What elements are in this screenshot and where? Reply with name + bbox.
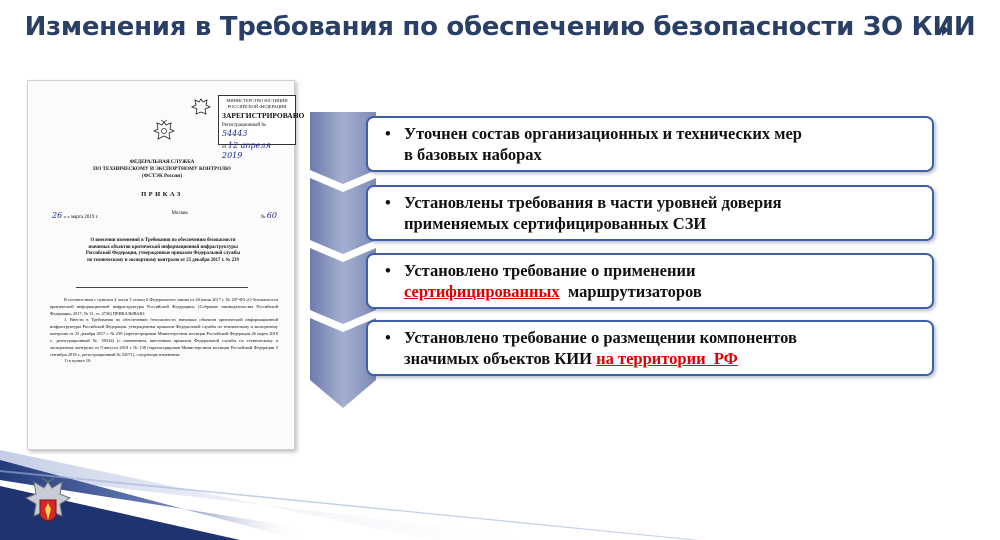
stamp-emblem-icon (190, 97, 212, 119)
order-document (27, 80, 305, 450)
body-paragraph: 1) в пункте 10: (64, 358, 92, 364)
highlight-text: сертифицированных (404, 282, 560, 301)
item-text: применяемых сертифицированных СЗИ (404, 214, 707, 233)
agency-name (28, 159, 296, 180)
bullet-marker: • (385, 328, 391, 347)
fstec-logo-icon (20, 476, 76, 536)
date-row (52, 211, 277, 220)
emblem-icon (152, 119, 176, 145)
body-paragraph: В соответствии с пунктом 4 части 3 статьи 6 Федерального закона от 26 июля 2017 г. № 187-ФЗ «О безопасности критической информационной инфраструктуры Российской Федерации» (Собрание законодательства Российской Федерации, 2017, № 31, ст. 4736) ПРИКАЗЫВАЮ: (50, 297, 278, 316)
requirement-item (366, 253, 934, 309)
item-line (404, 281, 922, 302)
stamp-number-row (222, 123, 292, 140)
item-line (404, 213, 922, 234)
title-accent-triangle (942, 24, 949, 36)
order-number-value: 60 (266, 211, 277, 220)
prikaz-heading: ПРИКАЗ (141, 191, 183, 198)
stamp-reg-label: Регистрационный № (222, 122, 267, 128)
requirement-item (366, 320, 934, 376)
item-text: в базовых наборах (404, 145, 542, 164)
stamp-registered: ЗАРЕГИСТРИРОВАНО (222, 111, 305, 121)
decorative-stripes (0, 440, 960, 540)
order-number-prefix: № (260, 215, 266, 220)
item-line (404, 144, 922, 165)
agency-line: ПО ТЕХНИЧЕСКОМУ И ЭКСПОРТНОМУ КОНТРОЛЮ (93, 166, 231, 173)
order-date (52, 211, 98, 220)
item-line (404, 348, 922, 369)
order-city: Москва (171, 211, 188, 216)
item-line: Уточнен состав организационных и технических мер (404, 124, 802, 143)
bullet-marker: • (385, 124, 391, 143)
requirement-item (366, 116, 934, 172)
subject-line: О внесении изменений в Требования по обеспечению безопасности (90, 238, 236, 243)
subject-line: Российской Федерации, утвержденные приказом Федеральной службы (85, 251, 241, 257)
agency-line: ФЕДЕРАЛЬНАЯ СЛУЖБА (129, 159, 195, 165)
stamp-reg-number: 54443 (222, 128, 248, 138)
requirement-item (366, 185, 934, 241)
order-number (261, 211, 277, 220)
subject-line: значимых объектов критической информационной инфраструктуры (88, 244, 238, 250)
stamp-date-value: 12 апреля 2019 (222, 141, 271, 161)
document-divider (76, 287, 248, 288)
order-day: 26 (52, 211, 63, 220)
slide-title: Изменения в Требования по обеспечению безопасности ЗО КИИ (24, 12, 976, 42)
bullet-marker: • (385, 193, 391, 212)
order-date-text: « » марта 2019 г. (63, 215, 99, 220)
order-subject (50, 238, 276, 265)
registration-stamp (218, 95, 305, 161)
item-text: значимых объектов КИИ (404, 349, 597, 368)
stamp-date-prefix: от (222, 145, 227, 151)
item-line: Установлено требование о размещении компонентов (404, 328, 797, 347)
agency-line: (ФСТЭК России) (142, 173, 182, 180)
order-body (50, 297, 278, 365)
stamp-header: МИНИСТЕРСТВО ЮСТИЦИИ РОССИЙСКОЙ ФЕДЕРАЦИИ (226, 98, 288, 109)
bullet-marker: • (385, 261, 391, 280)
item-line: Установлено требование о применении (404, 261, 696, 280)
item-line: Установлены требования в части уровней доверия (404, 193, 782, 212)
item-text: маршрутизаторов (559, 282, 702, 301)
body-paragraph: 1. Внести в Требования по обеспечению безопасности значимых объектов критической информационной инфраструктуры Российской Федерации, утвержденные приказом Федеральной службы по техническому и экспортному контролю от 25 декабря 2017 г. № 239 (зарегистрирован Министерством юстиции Российской Федерации 26 марта 2018 г., регистрационный № 50524) (с изменением, внесенным приказом Федеральной службы по техническому и экспортному контролю от 9 августа 2018 г. № 138 (зарегистрирован Министерством юстиции Российской Федерации 5 сентября 2018 г., регистрационный № 52071), следующие изменения: (50, 317, 278, 357)
highlight-text: на территории РФ (596, 349, 738, 368)
subject-line: по техническому и экспортному контролю от 25 декабря 2017 г. № 239 (87, 258, 239, 264)
